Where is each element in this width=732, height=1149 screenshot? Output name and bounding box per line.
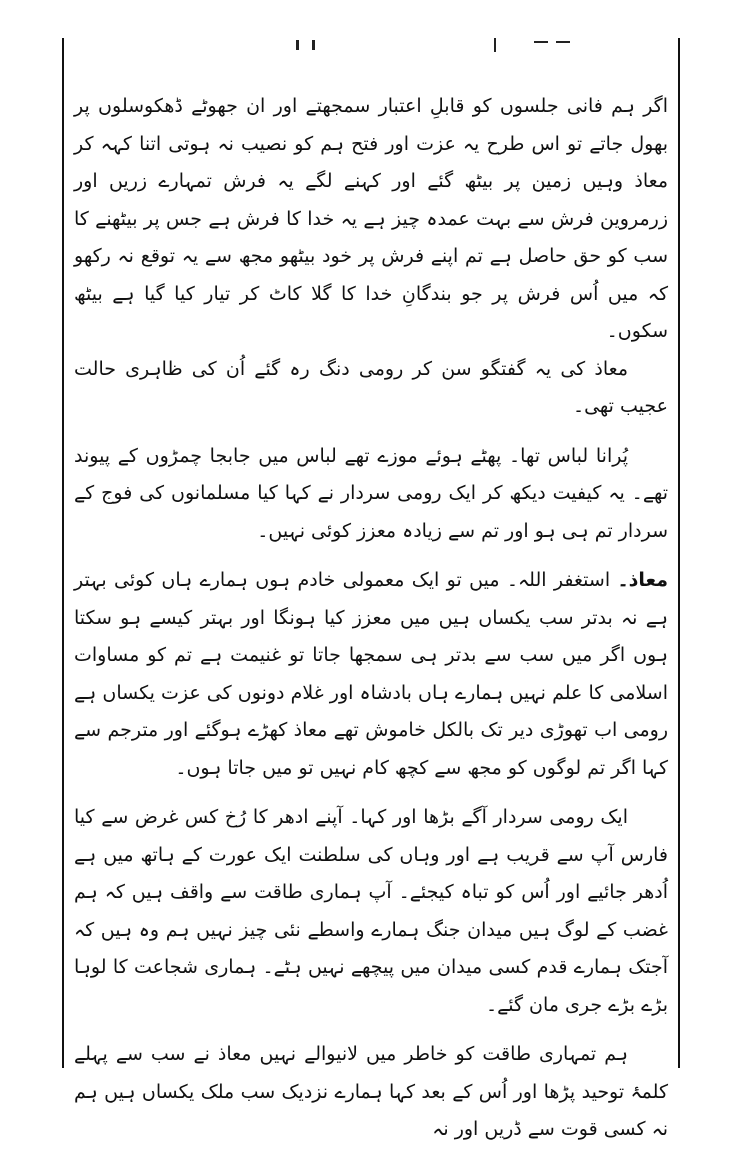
- paragraph-1: اگر ہم فانی جلسوں کو قابلِ اعتبار سمجھتے اور ان جھوٹے ڈھکوسلوں پر بھول جاتے تو اس طرح یہ عزت اور فتح ہم کو نصیب نہ ہوتی اتنا کہہ کر معاذ وہیں زمین پر بیٹھ گئے اور کہنے لگے یہ فرش تمہارے زریں اور زرمروین فرش سے بہت عمدہ چیز ہے یہ خدا کا فرش ہے جس پر بیٹھنے کا سب کو حق حاصل ہے تم اپنے فرش پر خود بیٹھو مجھ سے یہ توقع نہ رکھو کہ میں اُس فرش پر جو بندگانِ خدا کا گلا کاٹ کر تیار کیا گیا ہے بیٹھ سکوں۔: [74, 95, 668, 342]
- document-text: [74, 88, 668, 1149]
- page-frame: [62, 38, 680, 1140]
- paragraph-2: معاذ کی یہ گفتگو سن کر رومی دنگ رہ گئے اُن کی ظاہری حالت عجیب تھی۔: [74, 357, 668, 417]
- paragraph-4-text: استغفر اللہ۔ میں تو ایک معمولی خادم ہوں ہمارے ہاں کوئی بہتر ہے نہ بدتر سب یکساں ہیں میں معزز کیا ہونگا اور بہتر کیسے ہو سکتا ہوں اگر میں سب سے بدتر ہی سمجھا جاتا تو غنیمت ہے تم کو مساوات اسلامی کا علم نہیں ہمارے ہاں بادشاہ اور غلام دونوں کی عزت یکساں ہے رومی اب تھوڑی دیر تک بالکل خاموش تھے معاذ کھڑے ہوگئے اور مترجم سے کہا اگر تم لوگوں کو مجھ سے کچھ کام نہیں تو میں جاتا ہوں۔: [74, 569, 668, 779]
- speaker-label: معاذ۔: [617, 569, 668, 591]
- paragraph-3: پُرانا لباس تھا۔ پھٹے ہوئے موزے تھے لباس میں جابجا چمڑوں کے پیوند تھے۔ یہ کیفیت دیکھ کر ایک رومی سردار نے کہا کیا مسلمانوں کی فوج کے سردار تم ہی ہو اور تم سے زیادہ معزز کوئی نہیں۔: [74, 444, 668, 542]
- paragraph-5: ایک رومی سردار آگے بڑھا اور کہا۔ آپنے ادھر کا رُخ کس غرض سے کیا فارس آپ سے قریب ہے اور وہاں کی سلطنت ایک عورت کے ہاتھ میں ہے اُدھر جائیے اور اُس کو تباہ کیجئے۔ آپ ہماری طاقت سے واقف ہیں کہ ہم غضب کے لوگ ہیں میدان جنگ ہمارے واسطے نئی چیز نہیں ہم وہ ہیں کہ آجتک ہمارے قدم کسی میدان میں پیچھے نہیں ہٹے۔ ہماری شجاعت کا لوہا بڑے بڑے جری مان گئے۔: [74, 806, 668, 1016]
- paragraph-4: [74, 562, 668, 787]
- paragraph-6: ہم تمہاری طاقت کو خاطر میں لانیوالے نہیں معاذ نے سب سے پہلے کلمۂ توحید پڑھا اور اُس کے بعد کہا ہمارے نزدیک سب ملک یکساں ہیں ہم نہ کسی قوت سے ڈریں اور نہ: [74, 1043, 668, 1140]
- page-header-marks: [64, 38, 678, 52]
